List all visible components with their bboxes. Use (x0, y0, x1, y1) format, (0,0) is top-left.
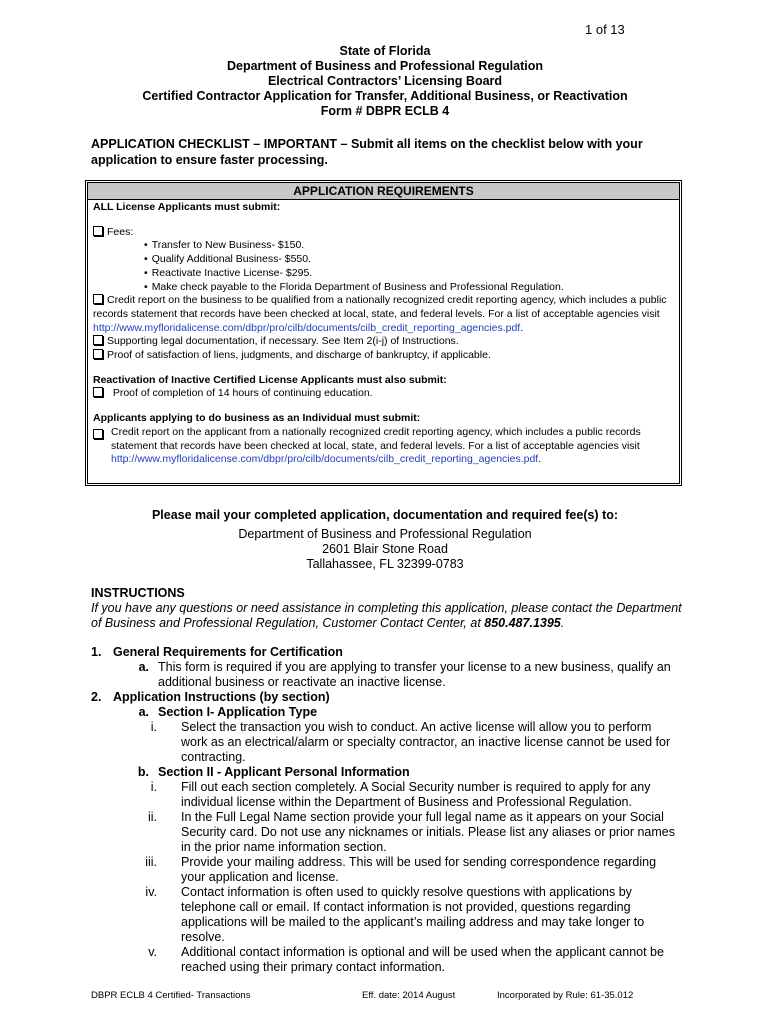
checkbox-icon (93, 226, 103, 236)
header-board: Electrical Contractors’ Licensing Board (267, 74, 503, 88)
instructions-title: INSTRUCTIONS (91, 586, 185, 600)
footer-form-name: DBPR ECLB 4 Certified- Transactions (91, 990, 251, 1001)
requirements-box (85, 180, 682, 486)
requirements-heading: APPLICATION REQUIREMENTS (88, 183, 679, 200)
footer-eff-date: Eff. date: 2014 August (362, 990, 456, 1001)
instructions-intro: If you have any questions or need assistance in completing this application, please contact the Department of Business and Professional Regulation, Customer Contact Center, at 850.487.1395. (91, 601, 682, 630)
reactivation-label: Reactivation of Inactive Certified License Applicants must also submit: (93, 373, 447, 386)
section-1: 1. General Requirements for Certification (91, 645, 343, 659)
liens-item: Proof of satisfaction of liens, judgments, and discharge of bankruptcy, if applicable. (93, 349, 674, 363)
checkbox-icon (93, 335, 103, 345)
individual-item: Credit report on the applicant from a nationally recognized credit reporting agency, which includes a public records statement that records have been checked at local, state, and federal levels. For a list of acceptable agencies visit http://www.myfloridalicense.com/dbpr/pro/cilb/documents/cilb_credit_reporting_agencies.pdf. (93, 426, 674, 467)
section-2b-ii: ii. In the Full Legal Name section provide your full legal name as it appears on your Social (147, 810, 664, 824)
contact-phone: 850.487.1395 (484, 616, 561, 630)
section-1-title: General Requirements for Certification (113, 645, 343, 659)
mail-line-street: 2601 Blair Stone Road (322, 542, 448, 556)
individual-label: Applicants applying to do business as an Individual must submit: (93, 412, 421, 425)
checkbox-icon (93, 349, 103, 359)
fee-payable: • Make check payable to the Florida Department of Business and Professional Regulation. (144, 281, 674, 295)
checkbox-icon (93, 387, 103, 397)
credit-agencies-link[interactable]: http://www.myfloridalicense.com/dbpr/pro/cilb/documents/cilb_credit_reporting_agencies.pdf (93, 321, 521, 334)
section-2b-v: v. Additional contact information is optional and will be used when the applicant cannot be (148, 945, 664, 959)
legal-doc-item: Supporting legal documentation, if necessary. See Item 2(i-j) of Instructions. (93, 335, 674, 349)
section-2b-iv: iv. Contact information is often used to quickly resolve questions with applications by (145, 885, 632, 899)
credit-report-item: Credit report on the business to be qualified from a nationally recognized credit reporting agency, which includes a public records statement that records have been checked at local, state, and federal levels. For a list of acceptable agencies visit http://www.myfloridalicense.com/dbpr/pro/cilb/documents/cilb_credit_reporting_agencies.pdf. (93, 294, 667, 334)
checkbox-icon (93, 294, 103, 304)
header-department: Department of Business and Professional Regulation (226, 59, 544, 73)
all-applicants-label: ALL License Applicants must submit: (93, 201, 281, 213)
section-2b: b. Section II - Applicant Personal Information (137, 765, 410, 779)
section-2-title: Application Instructions (by section) (113, 690, 330, 704)
checklist-title: APPLICATION CHECKLIST – IMPORTANT – Submit all items on the checklist below with your application to ensure faster processing. (91, 137, 643, 167)
section-2: 2. Application Instructions (by section) (91, 690, 330, 704)
fee-qualify: • Qualify Additional Business- $550. (144, 253, 674, 267)
page-number: 1 of 13 (585, 22, 625, 37)
mail-line-department: Department of Business and Professional Regulation (238, 527, 532, 541)
mail-address (0, 527, 770, 572)
section-2b-iii: iii. Provide your mailing address. This will be used for sending correspondence regarding (145, 855, 657, 869)
section-2b-i: i. Fill out each section completely. A Social Security number is required to apply for any (150, 780, 651, 794)
checkbox-icon (93, 429, 103, 439)
header-form-number: Form # DBPR ECLB 4 (320, 104, 450, 118)
individual-agencies-link[interactable]: http://www.myfloridalicense.com/dbpr/pro/cilb/documents/cilb_credit_reporting_agencies.pdf (111, 453, 539, 466)
form-header (0, 44, 770, 119)
section-2a-i: i. Select the transaction you wish to conduct. An active license will allow you to perform (150, 720, 652, 734)
mail-line-city: Tallahassee, FL 32399-0783 (306, 557, 464, 571)
fee-reactivate: • Reactivate Inactive License- $295. (144, 267, 674, 281)
section-2a: a. Section I- Application Type (138, 705, 318, 719)
section-1a: a. This form is required if you are applying to transfer your license to a new business, qualify an (138, 660, 671, 674)
reactivation-item: Proof of completion of 14 hours of continuing education. (93, 387, 674, 401)
instructions-section: INSTRUCTIONS If you have any questions or need assistance in completing this application, please contact the Department of Business and Professional Regulation, Customer Contact Center, at 850.487.1395. 1. General Requirements for Certification a. This form is required if you are applying to transfer your license to a new business, qualify an additional business or reactivate an inactive license. 2. Application Instructions (by section) a. Section I- Application Type i. Select the transaction you wish to conduct. An active license will allow you to perform work as an electrical/alarm or specialty contractor, an inactive license cannot be used for contracting. b. Section II - Applicant Personal Information i. Fill out each section completely. A Social Security number is required to apply for any individual license within the Department of Business and Professional Regulation. ii. In the Full Legal Name section provide your full legal name as it appears on your Social Security card. Do not use any nicknames or initials. Please list any aliases or prior names in the prior name information section. iii. Provide your mailing address. This will be used for sending correspondence regarding your application and license. iv. Contact information is often used to quickly resolve questions with applications by telephone call or email. If contact information is not provided, questions regarding applications will be mailed to the applicant’s mailing address and may take longer to resolve. v. Additional contact information is optional and will be used when the applicant cannot be reached using their primary contact information. (91, 586, 691, 975)
footer-rule: Incorporated by Rule: 61-35.012 (497, 990, 634, 1001)
header-form-title: Certified Contractor Application for Transfer, Additional Business, or Reactivation (142, 89, 628, 103)
mail-title: Please mail your completed application, documentation and required fee(s) to: (151, 508, 619, 522)
fees-item: Fees: (93, 226, 674, 240)
fees-list (93, 239, 674, 294)
fee-transfer: • Transfer to New Business- $150. (144, 239, 674, 253)
header-state: State of Florida (339, 44, 431, 58)
